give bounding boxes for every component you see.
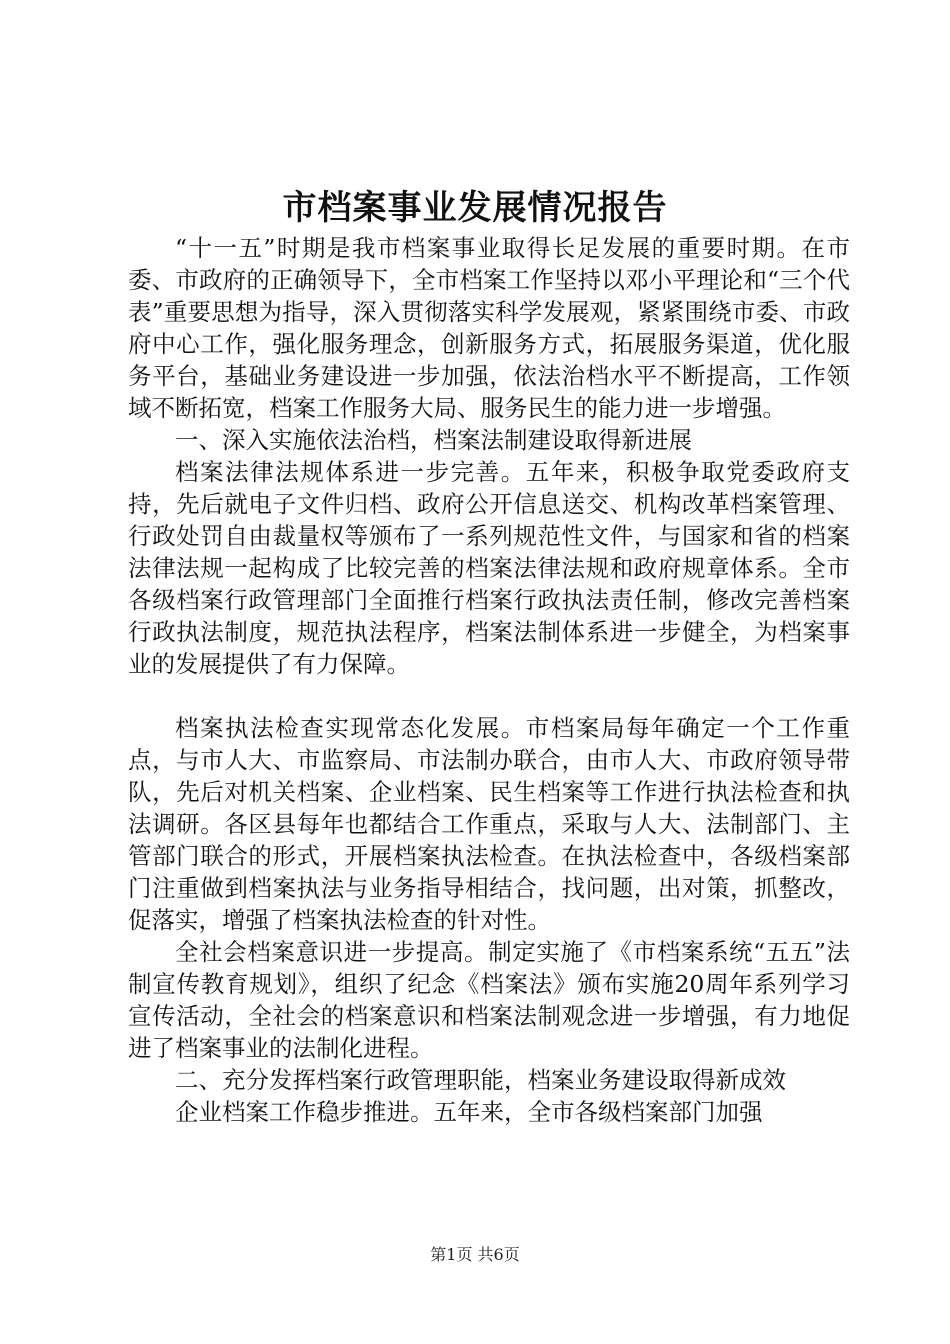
document-title: 市档案事业发展情况报告: [282, 188, 668, 228]
document-body: [128, 232, 850, 1128]
paragraph-awareness: 全社会档案意识进一步提高。制定实施了《市档案系统“五五”法制宣传教育规划》，组织了纪念《档案法》颁布实施20周年系列学习宣传活动，全社会的档案意识和档案法制观念进一步增强，有力地促进了档案事业的法制化进程。: [128, 938, 850, 1062]
section-heading-1: 一、深入实施依法治档，档案法制建设取得新进展: [175, 426, 692, 454]
page-footer: 第1页 共6页: [430, 1245, 520, 1264]
paragraph-intro: “十一五”时期是我市档案事业取得长足发展的重要时期。在市委、市政府的正确领导下，全市档案工作坚持以邓小平理论和“三个代表”重要思想为指导，深入贯彻落实科学发展观，紧紧围绕市委、市政府中心工作，强化服务理念，创新服务方式，拓展服务渠道，优化服务平台，基础业务建设进一步加强，依法治档水平不断提高，工作领域不断拓宽，档案工作服务大局、服务民生的能力进一步增强。: [128, 234, 850, 422]
section-heading-2: 二、充分发挥档案行政管理职能，档案业务建设取得新成效: [175, 1066, 786, 1094]
paragraph-legal-system: 档案法律法规体系进一步完善。五年来，积极争取党委政府支持，先后就电子文件归档、政府公开信息送交、机构改革档案管理、行政处罚自由裁量权等颁布了一系列规范性文件，与国家和省的档案法律法规一起构成了比较完善的档案法律法规和政府规章体系。全市各级档案行政管理部门全面推行档案行政执法责任制，修改完善档案行政执法制度，规范执法程序，档案法制体系进一步健全，为档案事业的发展提供了有力保障。: [128, 458, 850, 678]
paragraph-enterprise-archives: 企业档案工作稳步推进。五年来，全市各级档案部门加强: [175, 1098, 763, 1126]
paragraph-law-enforcement: 档案执法检查实现常态化发展。市档案局每年确定一个工作重点，与市人大、市监察局、市法制办联合，由市人大、市政府领导带队，先后对机关档案、企业档案、民生档案等工作进行执法检查和执法调研。各区县每年也都结合工作重点，采取与人大、法制部门、主管部门联合的形式，开展档案执法检查。在执法检查中，各级档案部门注重做到档案执法与业务指导相结合，找问题，出对策，抓整改，促落实，增强了档案执法检查的针对性。: [128, 714, 850, 934]
